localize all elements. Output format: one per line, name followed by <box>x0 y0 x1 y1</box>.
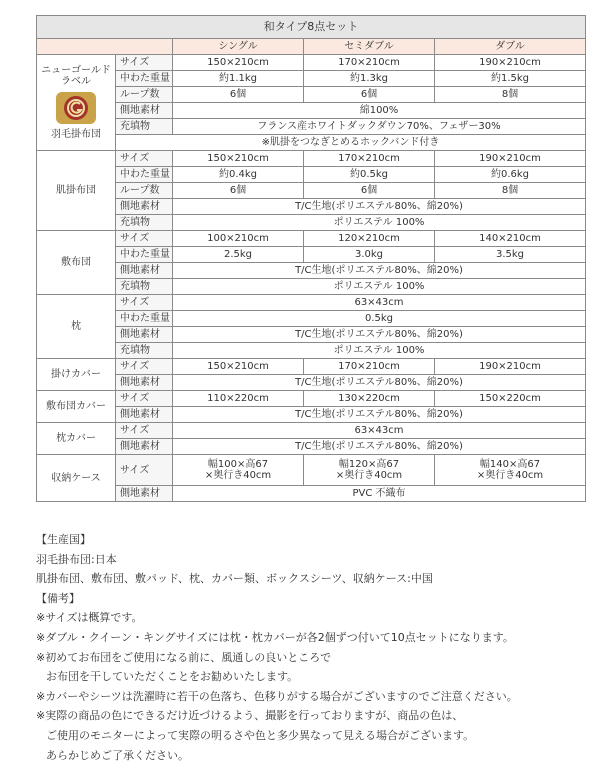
note-line: ※サイズは概算です。 <box>36 611 143 625</box>
row-label: 側地素材 <box>116 103 173 119</box>
cell-value-merged: 0.5kg <box>173 311 586 327</box>
cell-value: 約0.6kg <box>435 167 586 183</box>
row-label: サイズ <box>116 55 173 71</box>
cell-value: 約1.3kg <box>304 71 435 87</box>
category-cover: 掛けカバー <box>37 359 116 391</box>
header-blank <box>37 39 173 55</box>
cell-value: 150×210cm <box>173 55 304 71</box>
cell-value: 約0.4kg <box>173 167 304 183</box>
cell-value: 8個 <box>435 87 586 103</box>
cell-value: 110×220cm <box>173 391 304 407</box>
cell-value: 6個 <box>304 87 435 103</box>
note-line: 羽毛掛布団:日本 <box>36 552 117 566</box>
note-line: ※初めてお布団をご使用になる前に、風通しの良いところで <box>36 650 332 664</box>
category-light: 肌掛布団 <box>37 151 116 231</box>
cell-value <box>304 455 435 486</box>
cell-value: 約1.1kg <box>173 71 304 87</box>
case-size-line2: ×奥行き40cm <box>204 470 272 481</box>
row-label: 側地素材 <box>116 375 173 391</box>
case-size-line2: ×奥行き40cm <box>335 470 403 481</box>
category-mattress-cover: 敷布団カバー <box>37 391 116 423</box>
row-label: サイズ <box>116 455 173 486</box>
row-label: サイズ <box>116 151 173 167</box>
cell-value-merged: 63×43cm <box>173 295 586 311</box>
cell-value: 3.0kg <box>304 247 435 263</box>
cell-value: 100×210cm <box>173 231 304 247</box>
note-line: あらかじめご了承ください。 <box>46 748 189 762</box>
row-label: サイズ <box>116 359 173 375</box>
note-line: 肌掛布団、敷布団、敷パッド、枕、カバー類、ボックスシーツ、収納ケース:中国 <box>36 572 433 586</box>
case-size-line1: 幅120×高67 <box>338 459 400 470</box>
row-label: 側地素材 <box>116 199 173 215</box>
cell-value-merged: T/C生地(ポリエステル80%、綿20%) <box>173 327 586 343</box>
cell-value-merged: T/C生地(ポリエステル80%、綿20%) <box>173 407 586 423</box>
note-line: ※実際の商品の色にできるだけ近づけるよう、撮影を行っておりますが、商品の色は、 <box>36 709 464 723</box>
row-label: サイズ <box>116 295 173 311</box>
category-mattress: 敷布団 <box>37 231 116 295</box>
col-header-semi-double: セミダブル <box>304 39 435 55</box>
cell-value: 170×210cm <box>304 359 435 375</box>
row-label: 中わた重量 <box>116 71 173 87</box>
row-label: 側地素材 <box>116 263 173 279</box>
row-label: ループ数 <box>116 183 173 199</box>
cell-value-merged: T/C生地(ポリエステル80%、綿20%) <box>173 263 586 279</box>
cell-value-merged: ポリエステル 100% <box>173 215 586 231</box>
category-label-mid: ラベル <box>61 76 91 87</box>
cell-value: 3.5kg <box>435 247 586 263</box>
cell-value: 190×210cm <box>435 359 586 375</box>
notes-block <box>36 530 596 765</box>
cell-value-merged: ポリエステル 100% <box>173 279 586 295</box>
cell-value: 6個 <box>173 87 304 103</box>
category-pillow-cover: 枕カバー <box>37 423 116 455</box>
gold-label-logo-icon <box>55 91 97 125</box>
cell-value-merged: 綿100% <box>173 103 586 119</box>
row-label: 充填物 <box>116 215 173 231</box>
row-label: ループ数 <box>116 87 173 103</box>
cell-value-merged: PVC 不織布 <box>173 486 586 502</box>
cell-value: 2.5kg <box>173 247 304 263</box>
row-label: 側地素材 <box>116 407 173 423</box>
cell-value: 120×210cm <box>304 231 435 247</box>
case-size-line1: 幅140×高67 <box>479 459 541 470</box>
cell-value: 8個 <box>435 183 586 199</box>
cell-value: 150×220cm <box>435 391 586 407</box>
row-label: 充填物 <box>116 119 173 135</box>
row-label: 側地素材 <box>116 327 173 343</box>
case-size-line2: ×奥行き40cm <box>476 470 544 481</box>
cell-value: 190×210cm <box>435 55 586 71</box>
cell-value-merged: T/C生地(ポリエステル80%、綿20%) <box>173 375 586 391</box>
row-label: 側地素材 <box>116 486 173 502</box>
row-label: 充填物 <box>116 279 173 295</box>
cell-value-merged: フランス産ホワイトダックダウン70%、フェザー30% <box>173 119 586 135</box>
col-header-double: ダブル <box>435 39 586 55</box>
row-label: サイズ <box>116 231 173 247</box>
row-label: サイズ <box>116 391 173 407</box>
category-label-bottom: 羽毛掛布団 <box>51 129 101 140</box>
row-label: 中わた重量 <box>116 311 173 327</box>
row-label: 充填物 <box>116 343 173 359</box>
cell-value: 6個 <box>173 183 304 199</box>
cell-value: 170×210cm <box>304 151 435 167</box>
cell-value-merged: ポリエステル 100% <box>173 343 586 359</box>
cell-value <box>173 455 304 486</box>
row-label: 側地素材 <box>116 439 173 455</box>
table-title: 和タイプ8点セット <box>37 16 586 39</box>
cell-value-merged: T/C生地(ポリエステル80%、綿20%) <box>173 439 586 455</box>
category-label-top: ニューゴールド <box>41 65 111 76</box>
category-pillow: 枕 <box>37 295 116 359</box>
cell-value: 130×220cm <box>304 391 435 407</box>
cell-value: 170×210cm <box>304 55 435 71</box>
comforter-note: ※肌掛をつなぎとめるホックバンド付き <box>116 135 586 151</box>
cell-value: 約0.5kg <box>304 167 435 183</box>
heading-origin: 【生産国】 <box>36 533 91 546</box>
cell-value: 140×210cm <box>435 231 586 247</box>
note-line: お布団を干していただくことをお勧めいたします。 <box>46 670 299 684</box>
row-label: 中わた重量 <box>116 167 173 183</box>
cell-value <box>435 455 586 486</box>
category-comforter <box>37 55 116 151</box>
row-label: サイズ <box>116 423 173 439</box>
note-line: ご使用のモニターによって実際の明るさや色と多少異なって見える場合がございます。 <box>46 728 475 742</box>
cell-value: 150×210cm <box>173 151 304 167</box>
spec-table <box>36 15 586 502</box>
row-label: 中わた重量 <box>116 247 173 263</box>
cell-value-merged: 63×43cm <box>173 423 586 439</box>
note-line: ※カバーやシーツは洗濯時に若干の色落ち、色移りがする場合がございますのでご注意ください。 <box>36 689 518 703</box>
col-header-single: シングル <box>173 39 304 55</box>
category-case: 収納ケース <box>37 455 116 502</box>
cell-value: 190×210cm <box>435 151 586 167</box>
cell-value: 6個 <box>304 183 435 199</box>
cell-value: 約1.5kg <box>435 71 586 87</box>
note-line: ※ダブル・クイーン・キングサイズには枕・枕カバーが各2個ずつ付いて10点セットになります。 <box>36 630 514 644</box>
case-size-line1: 幅100×高67 <box>207 459 269 470</box>
cell-value: 150×210cm <box>173 359 304 375</box>
heading-remarks: 【備考】 <box>36 591 80 605</box>
cell-value-merged: T/C生地(ポリエステル80%、綿20%) <box>173 199 586 215</box>
